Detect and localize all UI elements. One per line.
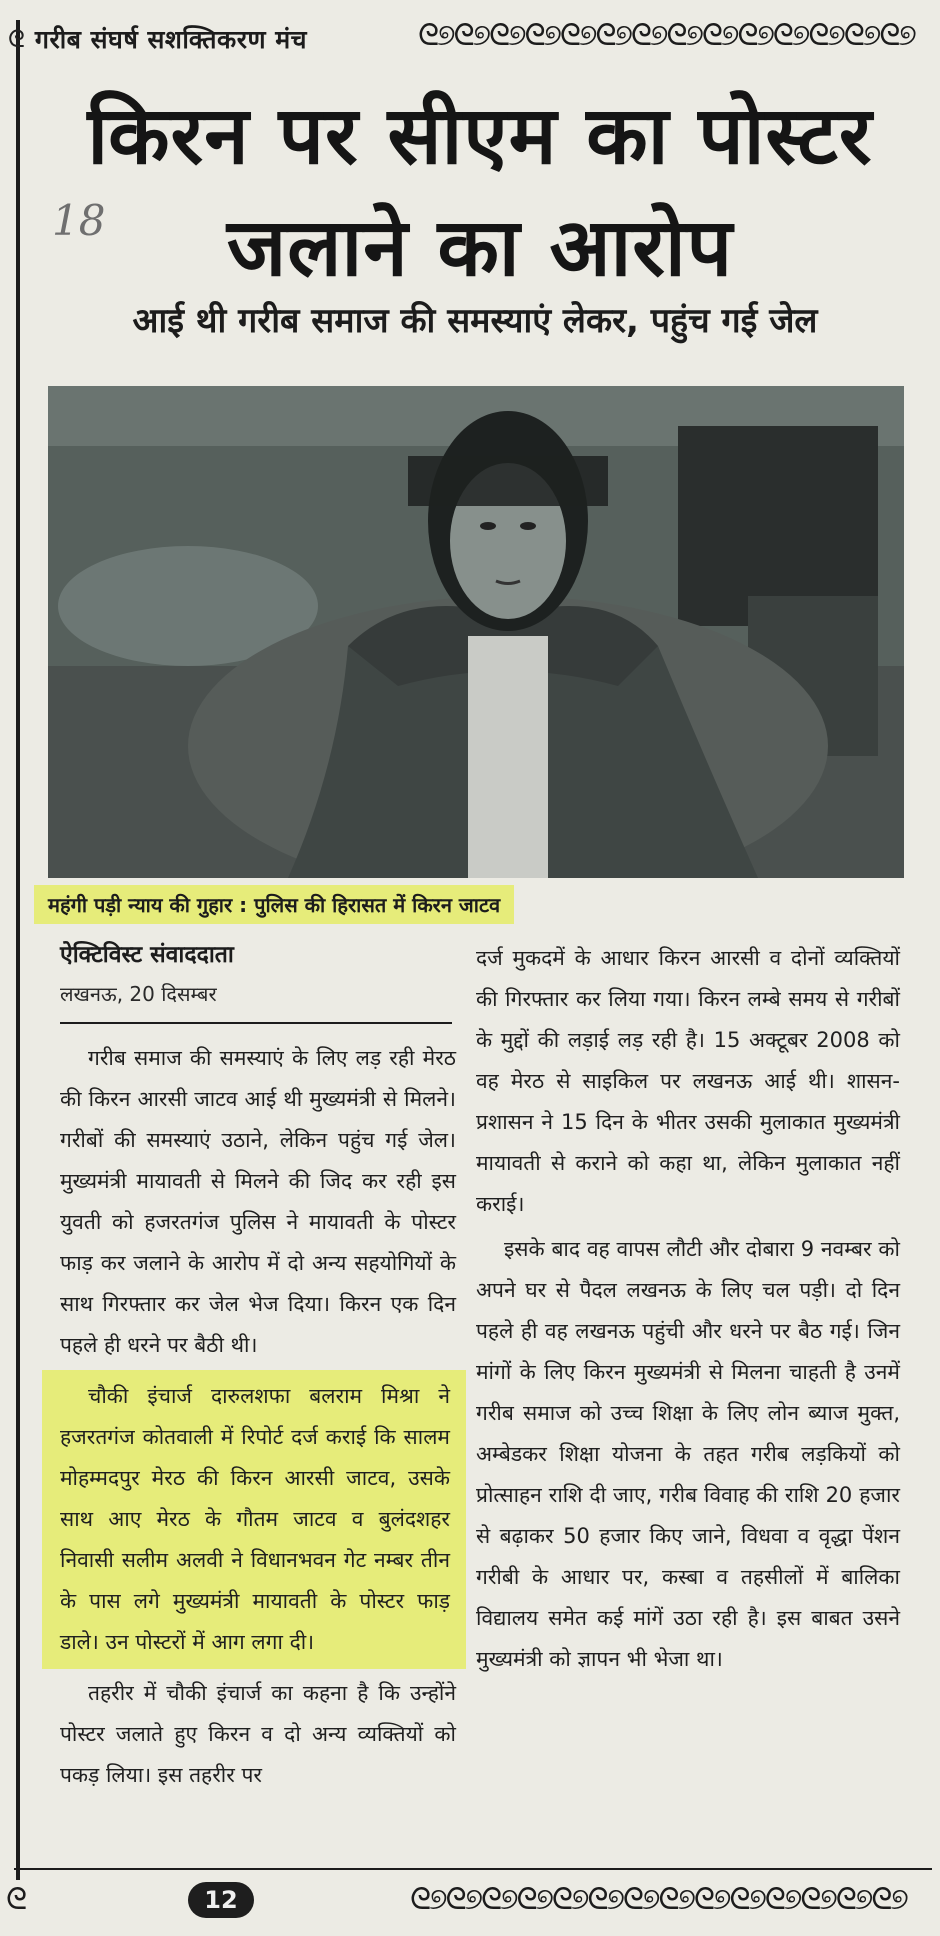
swirl-ornament-icon: ᘓ [6, 1882, 28, 1917]
byline-divider [60, 1022, 452, 1024]
caption-row [34, 884, 514, 924]
dateline: लखनऊ, 20 दिसम्बर [60, 982, 217, 1006]
news-photo [48, 386, 904, 878]
right-column [476, 938, 900, 1684]
header [8, 14, 307, 64]
page-number-badge: 12 [188, 1882, 254, 1918]
handwritten-page-mark: 18 [52, 196, 106, 245]
photo-girl-in-custody [48, 386, 904, 878]
bottom-rule [14, 1868, 932, 1870]
left-paragraph-2-highlighted: चौकी इंचार्ज दारुलशफा बलराम मिश्रा ने हजरतगंज कोतवाली में रिपोर्ट दर्ज कराई कि सालम मोहम्मदपुर मेरठ की किरन आरसी जाटव, उसके साथ आए मेरठ के गौतम जाटव व बुलंदशहर निवासी सलीम अलवी ने विधानभवन गेट नम्बर तीन के पास लगे मुख्यमंत्री मायावती के पोस्टर फाड़ डाले। उन पोस्टरों में आग लगा दी। [42, 1370, 466, 1669]
photo-caption: महंगी पड़ी न्याय की गुहार : पुलिस की हिरासत में किरन जाटव [34, 885, 514, 924]
bottom-ornament-border: ᘓ୭ᘓ୭ᘓ୭ᘓ୭ᘓ୭ᘓ୭ᘓ୭ᘓ୭ᘓ୭ᘓ୭ᘓ୭ᘓ୭ᘓ୭ᘓ୭ [410, 1882, 907, 1917]
left-paragraph-3: तहरीर में चौकी इंचार्ज का कहना है कि उन्होंने पोस्टर जलाते हुए किरन व दो अन्य व्यक्तियों को पकड़ लिया। इस तहरीर पर [60, 1681, 456, 1787]
subheadline: आई थी गरीब समाज की समस्याएं लेकर, पहुंच गई जेल [132, 301, 818, 341]
organization-name: गरीब संघर्ष सशक्तिकरण मंच [34, 25, 308, 54]
left-paragraph-1: गरीब समाज की समस्याएं के लिए लड़ रही मेरठ की किरन आरसी जाटव आई थी मुख्यमंत्री से मिलने। गरीबों की समस्याएं उठाने, लेकिन पहुंच गई जेल। मुख्यमंत्री मायावती से मिलने की जिद कर रही इस युवती को हजरतगंज पुलिस ने मायावती के पोस्टर फाड़ कर जलाने के आरोप में दो अन्य सहयोगियों के साथ गिरफ्तार कर जेल भेज दिया। किरन एक दिन पहले ही धरने पर बैठी थी। [60, 1046, 456, 1357]
right-paragraph-2: इसके बाद वह वापस लौटी और दोबारा 9 नवम्बर को अपने घर से पैदल लखनऊ के लिए चल पड़ी। दो दिन पहले ही वह लखनऊ पहुंची और धरने पर बैठ गई। जिन मांगों के लिए किरन मुख्यमंत्री से मिलना चाहती है उनमें गरीब समाज को उच्च शिक्षा के लिए लोन ब्याज मुक्त, अम्बेडकर शिक्षा योजना के तहत गरीब लड़कियों को प्रोत्साहन राशि दी जाए, गरीब विवाह की राशि 20 हजार से बढ़ाकर 50 हजार किए जाने, विधवा व वृद्धा पेंशन गरीबी के आधार पर, कस्बा व तहसीलों में बालिका विद्यालय समेत कई मांगें उठा रही है। इस बाबत उसने मुख्यमंत्री को ज्ञापन भी भेजा था। [476, 1237, 900, 1671]
top-ornament-border: ᘓ୭ᘓ୭ᘓ୭ᘓ୭ᘓ୭ᘓ୭ᘓ୭ᘓ୭ᘓ୭ᘓ୭ᘓ୭ᘓ୭ᘓ୭ᘓ୭ [418, 18, 915, 53]
swirl-ornament-icon: ᘓ [8, 25, 25, 53]
byline: ऐक्टिविस्ट संवाददाता [60, 942, 234, 968]
left-column [60, 938, 456, 1800]
left-border-rule [16, 20, 20, 1880]
right-paragraph-1: दर्ज मुकदमें के आधार किरन आरसी व दोनों व्यक्तियों की गिरफ्तार कर लिया गया। किरन लम्बे समय से गरीबों के मुद्दों की लड़ाई लड़ रही है। 15 अक्टूबर 2008 को वह मेरठ से साइकिल पर लखनऊ आई थी। शासन-प्रशासन ने 15 दिन के भीतर उसकी मुलाकात मुख्यमंत्री मायावती से कराने को कहा था, लेकिन मुलाकात नहीं कराई। [476, 946, 900, 1216]
headline: किरन पर सीएम का पोस्टर जलाने का आरोप [87, 89, 873, 294]
